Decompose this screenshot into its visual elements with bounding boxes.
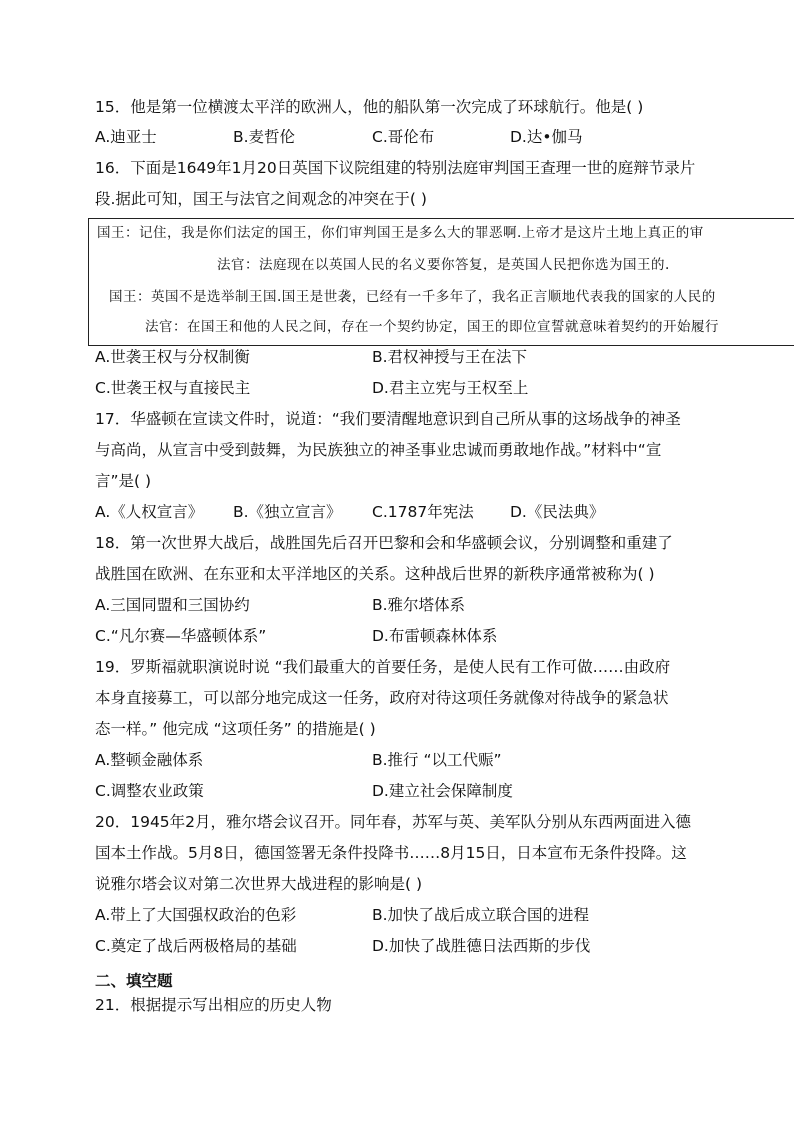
q17-stem-line2: 与高尚，从宣言中受到鼓舞，为民族独立的神圣事业忠诚而勇敢地作战。”材料中“宣 (95, 441, 662, 459)
q18-option-b: B.雅尔塔体系 (372, 596, 466, 614)
q16-option-b: B.君权神授与王在法下 (372, 348, 528, 366)
q16-option-d: D.君主立宪与王权至上 (372, 379, 529, 397)
q15-stem: 15．他是第一位横渡太平洋的欧洲人，他的船队第一次完成了环球航行。他是( ) (95, 98, 644, 116)
q21-stem: 21．根据提示写出相应的历史人物 (95, 996, 332, 1014)
q16-quote-king-1: 国王：记住，我是你们法定的国王，你们审判国王是多么大的罪恶啊.上帝才是这片土地上真正的审 (97, 225, 704, 241)
q17-option-b: B.《独立宣言》 (233, 503, 342, 521)
q19-option-a: A.整顿金融体系 (95, 751, 204, 769)
q20-option-b: B.加快了战后成立联合国的进程 (372, 906, 590, 924)
q18-option-d: D.布雷顿森林体系 (372, 627, 498, 645)
q16-stem-line1: 16．下面是1649年1月20日英国下议院组建的特别法庭审判国王查理一世的庭辩节录片 (95, 159, 696, 177)
q15-option-d: D.达•伽马 (510, 128, 583, 146)
q20-stem-line2: 国本土作战。5月8日，德国签署无条件投降书……8月15日，日本宣布无条件投降。这 (95, 844, 687, 862)
q16-quote-judge-1: 法官：法庭现在以英国人民的名义要你答复，是英国人民把你选为国王的. (217, 257, 670, 273)
q20-option-c: C.奠定了战后两极格局的基础 (95, 937, 297, 955)
q16-stem-line2: 段.据此可知，国王与法官之间观念的冲突在于( ) (95, 190, 427, 208)
q19-option-d: D.建立社会保障制度 (372, 782, 513, 800)
q19-stem-line3: 态一样。” 他完成 “这项任务” 的措施是( ) (95, 720, 376, 738)
q20-stem-line1: 20．1945年2月，雅尔塔会议召开。同年春，苏军与英、美军队分别从东西两面进入德 (95, 813, 692, 831)
q16-option-c: C.世袭王权与直接民主 (95, 379, 251, 397)
q19-stem-line2: 本身直接募工，可以部分地完成这一任务，政府对待这项任务就像对待战争的紧急状 (95, 689, 669, 707)
q17-option-a: A.《人权宣言》 (95, 503, 204, 521)
q15-option-c: C.哥伦布 (372, 128, 435, 146)
q16-quote-box (88, 218, 794, 346)
q18-stem-line1: 18．第一次世界大战后，战胜国先后召开巴黎和会和华盛顿会议，分别调整和重建了 (95, 534, 673, 552)
q17-option-d: D.《民法典》 (510, 503, 605, 521)
q20-stem-line3: 说雅尔塔会议对第二次世界大战进程的影响是( ) (95, 875, 423, 893)
q16-option-a: A.世袭王权与分权制衡 (95, 348, 250, 366)
q17-stem-line1: 17．华盛顿在宣读文件时，说道：“我们要清醒地意识到自己所从事的这场战争的神圣 (95, 410, 681, 428)
q18-stem-line2: 战胜国在欧洲、在东亚和太平洋地区的关系。这种战后世界的新秩序通常被称为( ) (95, 565, 655, 583)
q18-option-a: A.三国同盟和三国协约 (95, 596, 250, 614)
q17-option-c: C.1787年宪法 (372, 503, 474, 521)
q17-stem-line3: 言”是( ) (95, 472, 152, 490)
q16-quote-judge-2: 法官：在国王和他的人民之间，存在一个契约协定，国王的即位宣誓就意味着契约的开始履行 (145, 319, 719, 335)
q15-option-a: A.迪亚士 (95, 128, 157, 146)
q19-option-b: B.推行 “以工代赈” (372, 751, 502, 769)
section-title-fill-in: 二、填空题 (95, 972, 173, 990)
q19-option-c: C.调整农业政策 (95, 782, 204, 800)
q18-option-c: C.“凡尔赛—华盛顿体系” (95, 627, 267, 645)
q20-option-a: A.带上了大国强权政治的色彩 (95, 906, 297, 924)
q15-option-b: B.麦哲伦 (233, 128, 296, 146)
q20-option-d: D.加快了战胜德日法西斯的步伐 (372, 937, 591, 955)
q16-quote-king-2: 国王：英国不是选举制王国.国王是世袭，已经有一千多年了，我名正言顺地代表我的国家的人民的 (109, 289, 716, 305)
q19-stem-line1: 19．罗斯福就职演说时说 “我们最重大的首要任务，是使人民有工作可做……由政府 (95, 658, 671, 676)
